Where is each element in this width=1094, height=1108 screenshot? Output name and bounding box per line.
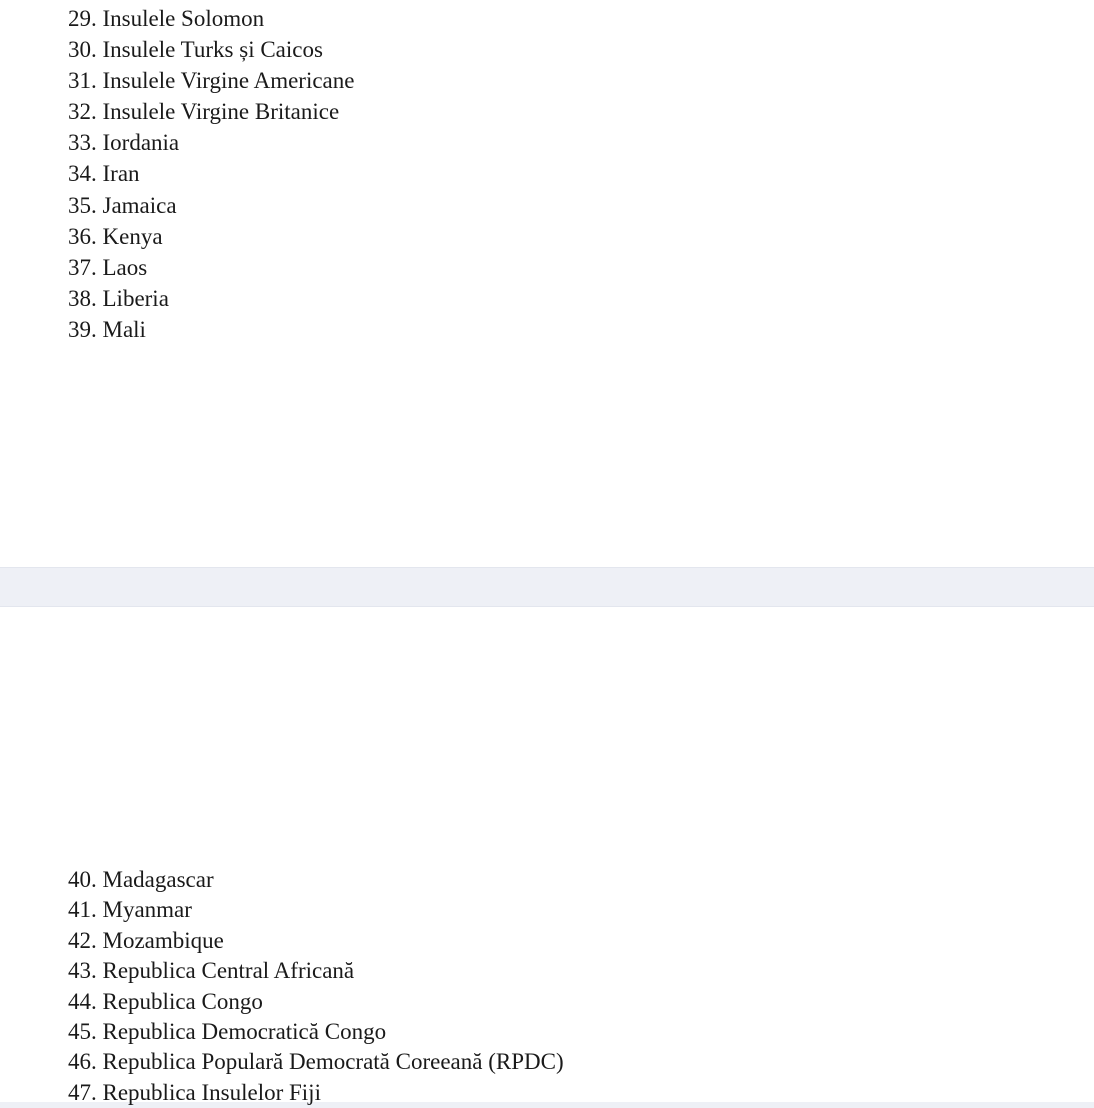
list-item: 41. Myanmar <box>68 897 192 923</box>
list-item: 32. Insulele Virgine Britanice <box>68 99 340 125</box>
list-item: 35. Jamaica <box>68 192 177 218</box>
list-item: 46. Republica Populară Democrată Coreeană (RPDC) <box>68 1049 564 1075</box>
list-item: 31. Insulele Virgine Americane <box>68 68 355 94</box>
list-item: 45. Republica Democratică Congo <box>68 1018 387 1044</box>
country-list-page-2 <box>68 865 564 1108</box>
list-item: 42. Mozambique <box>68 927 224 953</box>
list-item: 39. Mali <box>68 316 146 342</box>
list-item: 33. Iordania <box>68 130 180 156</box>
list-item: 44. Republica Congo <box>68 988 263 1014</box>
list-item: 36. Kenya <box>68 223 163 249</box>
list-item: 34. Iran <box>68 161 140 187</box>
list-item: 40. Madagascar <box>68 867 214 892</box>
list-item: 47. Republica Insulelor Fiji <box>68 1079 321 1105</box>
list-item: 38. Liberia <box>68 285 169 311</box>
list-item: 30. Insulele Turks și Caicos <box>68 37 323 63</box>
list-item: 29. Insulele Solomon <box>68 6 265 31</box>
document-page-2 <box>0 606 1094 1105</box>
list-item: 43. Republica Central Africană <box>68 958 355 984</box>
list-item: 37. Laos <box>68 254 148 280</box>
country-list-page-1 <box>68 3 354 345</box>
